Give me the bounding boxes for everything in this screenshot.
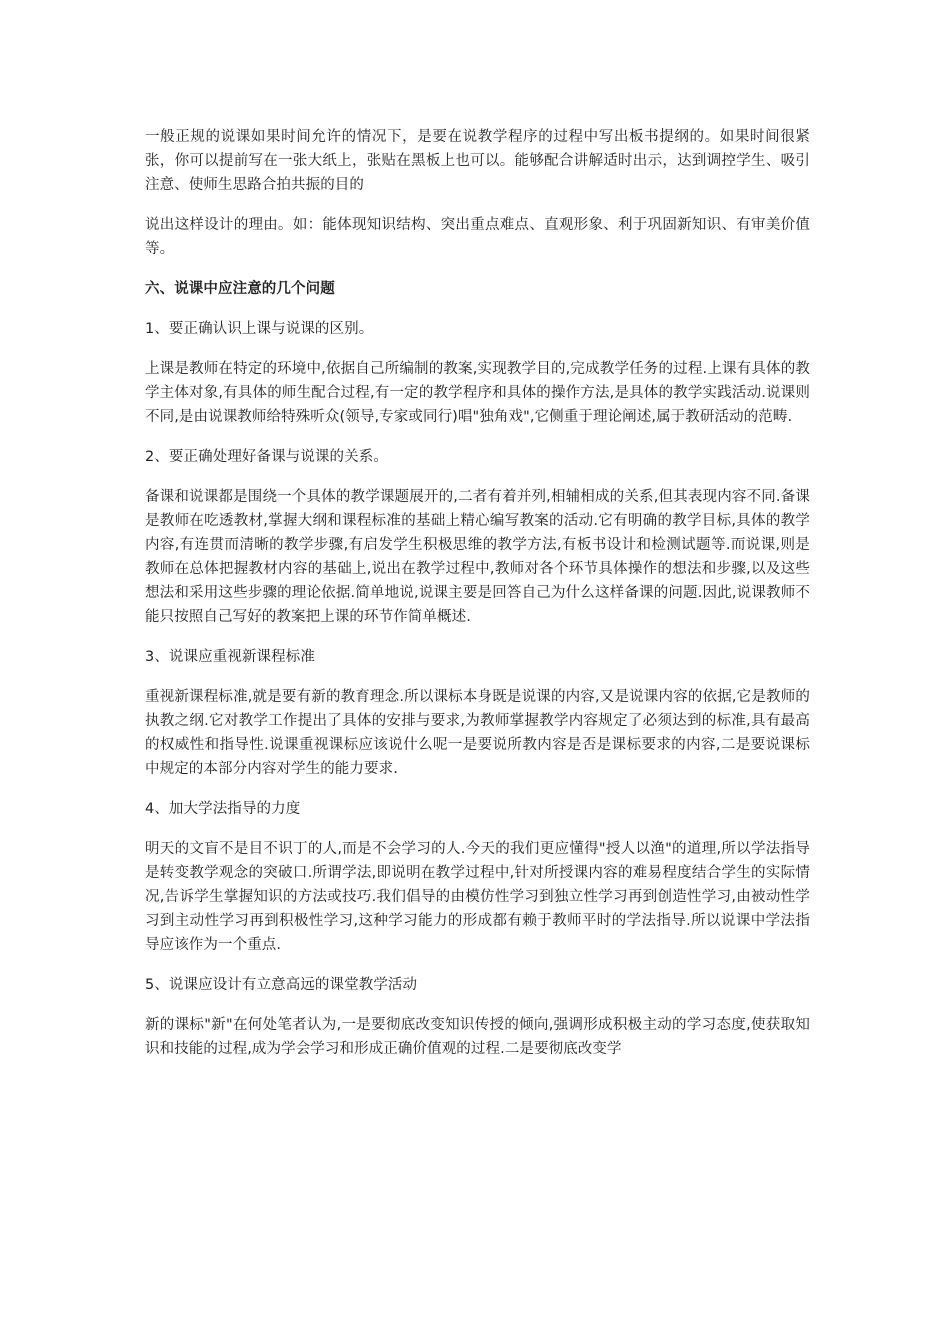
- paragraph-item-5: 新的课标"新"在何处笔者认为,一是要彻底改变知识传授的倾向,强调形成积极主动的学习态度,使获取知识和技能的过程,成为学会学习和形成正确价值观的过程.二是要彻底改变学: [145, 1017, 810, 1057]
- paragraph-item-2: 备课和说课都是围绕一个具体的教学课题展开的,二者有着并列,相辅相成的关系,但其表现内容不同.备课是教师在吃透教材,掌握大纲和课程标准的基础上精心编写教案的活动.它有明确的教学目标,具体的教学内容,有连贯而清晰的教学步骤,有启发学生积极思维的教学方法,有板书设计和检测试题等.而说课,则是教师在总体把握教材内容的基础上,说出在教学过程中,教师对各个环节具体操作的想法和步骤,以及这些想法和采用这些步骤的理论依据.简单地说,说课主要是回答自己为什么这样备课的问题.因此,说课教师不能只按照自己写好的教案把上课的环节作简单概述.: [145, 489, 810, 625]
- item-heading-2: 2、要正确处理好备课与说课的关系。: [145, 449, 388, 465]
- document-page: [145, 125, 810, 1077]
- paragraph-design-reason: 说出这样设计的理由。如：能体现知识结构、突出重点难点、直观形象、利于巩固新知识、有审美价值等。: [145, 217, 810, 257]
- paragraph-board-outline: 一般正规的说课如果时间允许的情况下，是要在说教学程序的过程中写出板书提纲的。如果时间很紧张，你可以提前写在一张大纸上，张贴在黑板上也可以。能够配合讲解适时出示，达到调控学生、吸引注意、使师生思路合拍共振的目的: [145, 129, 810, 193]
- paragraph-item-3: 重视新课程标准,就是要有新的教育理念.所以课标本身既是说课的内容,又是说课内容的依据,它是教师的执教之纲.它对教学工作提出了具体的安排与要求,为教师掌握教学内容规定了必须达到的标准,具有最高的权威性和指导性.说课重视课标应该说什么呢一是要说所教内容是否是课标要求的内容,二是要说课标中规定的本部分内容对学生的能力要求.: [145, 689, 810, 777]
- item-heading-3: 3、说课应重视新课程标准: [145, 649, 315, 665]
- item-heading-4: 4、加大学法指导的力度: [145, 801, 301, 817]
- paragraph-item-1: 上课是教师在特定的环境中,依据自己所编制的教案,实现教学目的,完成教学任务的过程.上课有具体的教学主体对象,有具体的师生配合过程,有一定的教学程序和具体的操作方法,是具体的教学实践活动.说课则不同,是由说课教师给特殊听众(领导,专家或同行)唱"独角戏",它侧重于理论阐述,属于教研活动的范畴.: [145, 361, 810, 425]
- paragraph-item-4: 明天的文盲不是目不识丁的人,而是不会学习的人.今天的我们更应懂得"授人以渔"的道理,所以学法指导是转变教学观念的突破口.所谓学法,即说明在教学过程中,针对所授课内容的难易程度结合学生的实际情况,告诉学生掌握知识的方法或技巧.我们倡导的由模仿性学习到独立性学习再到创造性学习,由被动性学习到主动性学习再到积极性学习,这种学习能力的形成都有赖于教师平时的学法指导.所以说课中学法指导应该作为一个重点.: [145, 841, 810, 953]
- item-heading-1: 1、要正确认识上课与说课的区别。: [145, 321, 374, 337]
- item-heading-5: 5、说课应设计有立意高远的课堂教学活动: [145, 977, 418, 993]
- section-heading: 六、说课中应注意的几个问题: [145, 281, 335, 297]
